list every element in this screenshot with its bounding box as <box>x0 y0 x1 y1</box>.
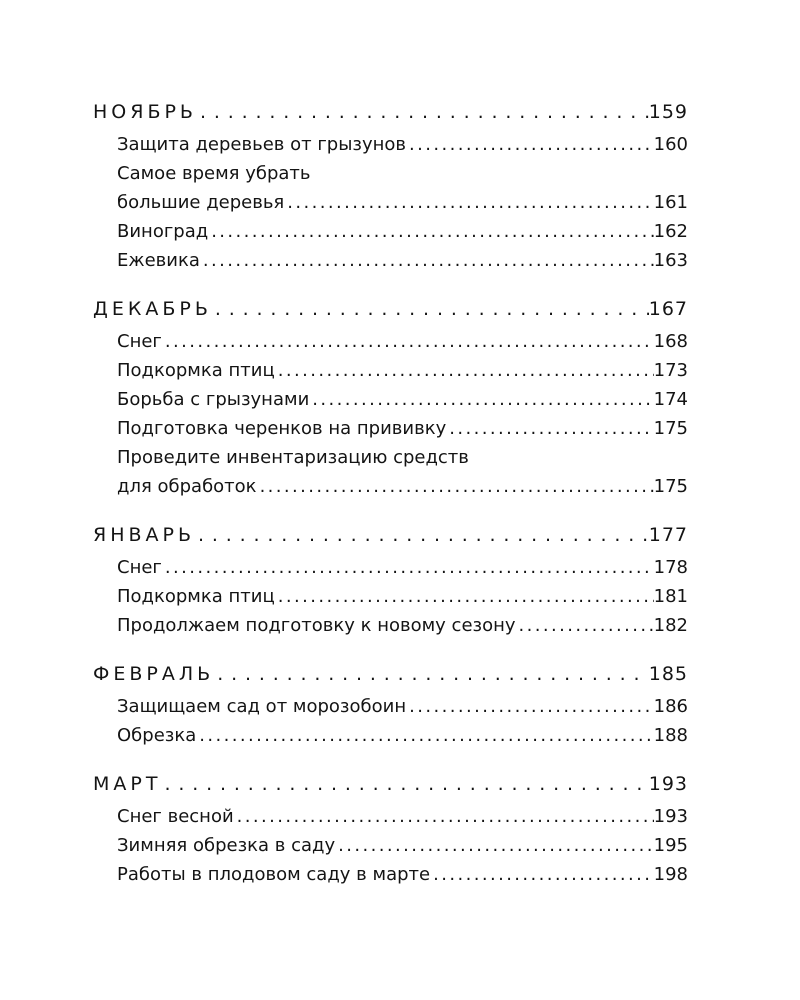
toc-month-row[interactable] <box>93 519 688 551</box>
dot-leader <box>161 768 648 800</box>
dot-leader <box>208 217 653 246</box>
toc-entry-row[interactable] <box>93 130 688 159</box>
dot-leader <box>212 293 649 325</box>
toc-page-number: 177 <box>648 524 688 546</box>
toc-month-title: ЯНВАРЬ <box>93 524 196 546</box>
toc-section-november <box>93 96 688 275</box>
toc-page-number: 175 <box>653 476 688 497</box>
toc-entry-row[interactable] <box>93 553 688 582</box>
dot-leader <box>430 860 654 889</box>
dot-leader <box>446 414 653 443</box>
toc-entry-row[interactable] <box>93 356 688 385</box>
toc-page-number: 162 <box>653 221 688 242</box>
toc-page-number: 193 <box>648 773 688 795</box>
dot-leader <box>284 188 653 217</box>
toc-section-january <box>93 519 688 640</box>
toc-section-march <box>93 768 688 889</box>
toc-page-number: 159 <box>648 101 688 123</box>
toc-month-title: НОЯБРЬ <box>93 101 197 123</box>
toc-month-row[interactable] <box>93 658 688 690</box>
toc-entry-row[interactable] <box>93 414 688 443</box>
toc-entry-row[interactable] <box>93 860 688 889</box>
toc-page-number: 198 <box>653 864 688 885</box>
dot-leader <box>162 327 654 356</box>
toc-entry-title: большие деревья <box>117 192 285 213</box>
toc-page-number: 173 <box>653 360 688 381</box>
toc-page-number: 182 <box>653 615 688 636</box>
toc-entry-row[interactable] <box>93 582 688 611</box>
dot-leader <box>162 553 654 582</box>
toc-page-number: 161 <box>653 192 688 213</box>
dot-leader <box>275 582 654 611</box>
toc-page-number: 186 <box>653 696 688 717</box>
dot-leader <box>516 611 654 640</box>
toc-entry-title: Работы в плодовом саду в марте <box>117 864 431 885</box>
toc-entry-title-line1[interactable]: Самое время убрать <box>117 163 311 184</box>
toc-entry-row[interactable] <box>93 721 688 750</box>
dot-leader <box>309 385 653 414</box>
toc-page-number: 168 <box>653 331 688 352</box>
dot-leader <box>195 519 649 551</box>
dot-leader <box>200 246 654 275</box>
toc-entry-title: Снег <box>117 331 162 352</box>
dot-leader <box>257 472 654 501</box>
toc-entry-title: для обработок <box>117 476 257 497</box>
toc-entry-title: Борьба с грызунами <box>117 389 310 410</box>
dot-leader <box>406 692 654 721</box>
toc-page-number: 178 <box>653 557 688 578</box>
dot-leader <box>335 831 654 860</box>
toc-month-title: МАРТ <box>93 773 162 795</box>
toc-page-number: 175 <box>653 418 688 439</box>
toc-entry-row[interactable] <box>93 246 688 275</box>
dot-leader <box>196 721 653 750</box>
toc-page-number: 188 <box>653 725 688 746</box>
toc-entry-row[interactable] <box>93 385 688 414</box>
toc-entry-title: Продолжаем подготовку к новому сезону <box>117 615 516 636</box>
toc-entry-title: Обрезка <box>117 725 197 746</box>
toc-entry-row[interactable] <box>93 188 688 217</box>
toc-section-december <box>93 293 688 501</box>
toc-page-number: 195 <box>653 835 688 856</box>
toc-section-february <box>93 658 688 750</box>
table-of-contents <box>93 96 688 907</box>
dot-leader <box>234 802 654 831</box>
toc-page-number: 163 <box>653 250 688 271</box>
toc-month-row[interactable] <box>93 768 688 800</box>
toc-entry-title: Подкормка птиц <box>117 360 275 381</box>
dot-leader <box>275 356 654 385</box>
toc-entry-row[interactable] <box>93 831 688 860</box>
toc-page-number: 181 <box>653 586 688 607</box>
toc-entry-title: Ежевика <box>117 250 200 271</box>
toc-entry-row[interactable] <box>93 611 688 640</box>
toc-month-title: ФЕВРАЛЬ <box>93 663 215 685</box>
toc-entry-row[interactable] <box>93 692 688 721</box>
toc-entry-title: Зимняя обрезка в саду <box>117 835 336 856</box>
toc-entry-title: Подкормка птиц <box>117 586 275 607</box>
toc-entry-title: Подготовка черенков на прививку <box>117 418 447 439</box>
toc-entry-row[interactable] <box>93 472 688 501</box>
toc-month-row[interactable] <box>93 293 688 325</box>
toc-page-number: 160 <box>653 134 688 155</box>
toc-month-title: ДЕКАБРЬ <box>93 298 212 320</box>
toc-entry-title: Снег весной <box>117 806 234 827</box>
toc-page-number: 185 <box>648 663 688 685</box>
dot-leader <box>197 96 649 128</box>
toc-page-number: 167 <box>648 298 688 320</box>
dot-leader <box>214 658 649 690</box>
toc-entry-row[interactable] <box>93 327 688 356</box>
toc-entry-title: Виноград <box>117 221 209 242</box>
toc-entry-title: Защищаем сад от морозобоин <box>117 696 407 717</box>
toc-entry-title-line1[interactable]: Проведите инвентаризацию средств <box>117 447 469 468</box>
toc-page-number: 193 <box>653 806 688 827</box>
toc-entry-row[interactable] <box>93 217 688 246</box>
toc-entry-row[interactable] <box>93 802 688 831</box>
toc-entry-title: Снег <box>117 557 162 578</box>
toc-month-row[interactable] <box>93 96 688 128</box>
dot-leader <box>406 130 654 159</box>
toc-entry-title: Защита деревьев от грызунов <box>117 134 407 155</box>
toc-page-number: 174 <box>653 389 688 410</box>
